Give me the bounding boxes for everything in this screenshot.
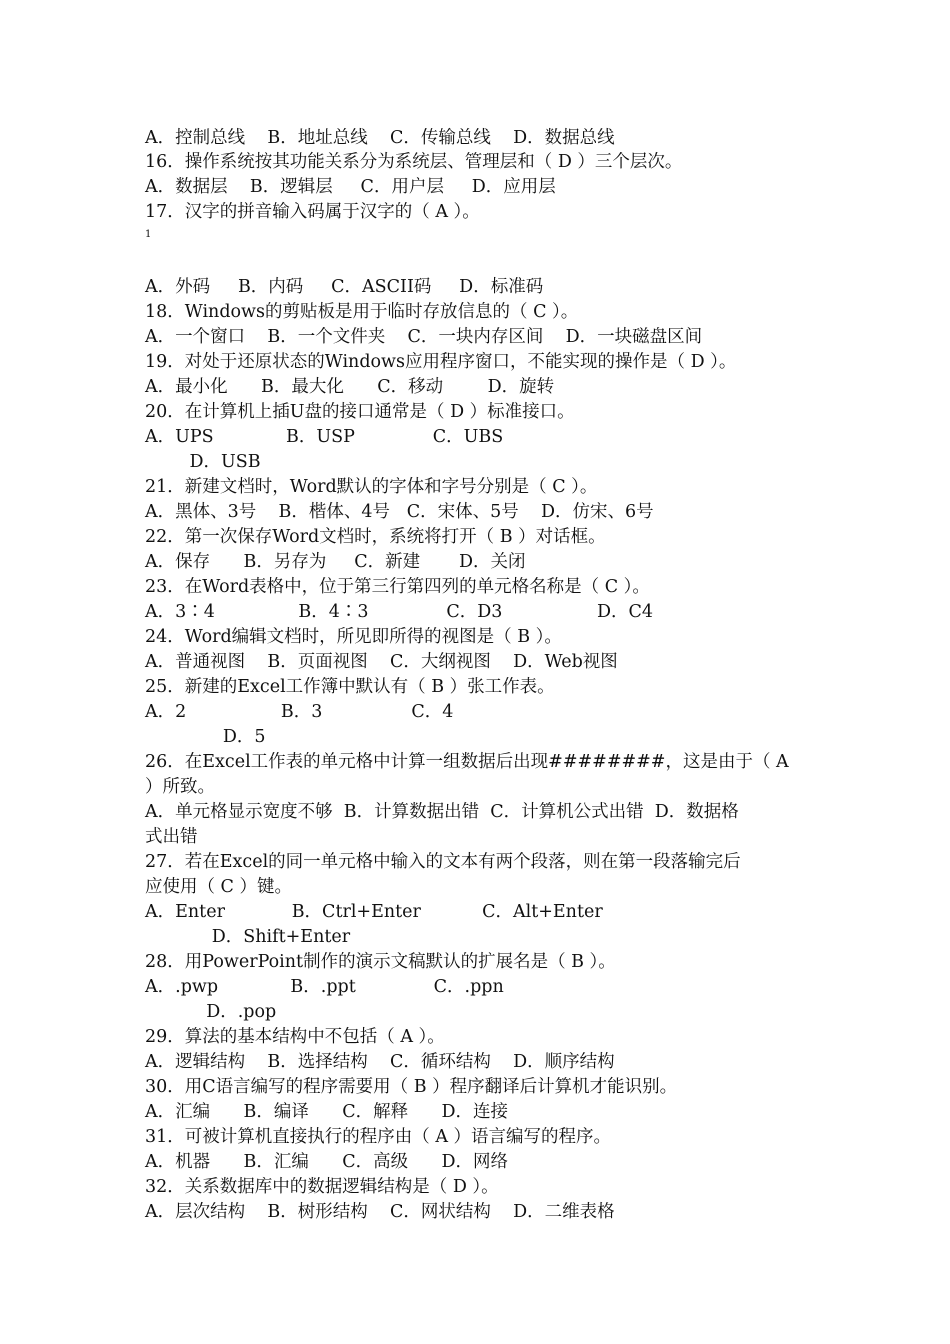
text-line: 19．对处于还原状态的Windows应用程序窗口，不能实现的操作是（ D ）。	[145, 352, 737, 372]
text-line: A．UPS B．USP C．UBS	[145, 427, 504, 447]
text-line: 29．算法的基本结构中不包括（ A ）。	[145, 1027, 445, 1047]
text-line: A．2 B．3 C．4	[145, 702, 454, 722]
text-line: 20．在计算机上插U盘的接口通常是（ D ）标准接口。	[145, 402, 575, 422]
text-line: 24．Word编辑文档时，所见即所得的视图是（ B ）。	[145, 627, 562, 647]
text-line: 28．用PowerPoint制作的演示文稿默认的扩展名是（ B ）。	[145, 952, 616, 972]
text-line: A．普通视图 B．页面视图 C．大纲视图 D．Web视图	[145, 652, 618, 672]
text-line: A．逻辑结构 B．选择结构 C．循环结构 D．顺序结构	[145, 1052, 615, 1072]
text-line: D．USB	[145, 452, 261, 472]
text-line: D．5	[145, 727, 266, 747]
text-line: 32．关系数据库中的数据逻辑结构是（ D ）。	[145, 1177, 499, 1197]
text-line: 式出错	[145, 827, 198, 847]
text-line: D．.pop	[145, 1002, 277, 1022]
text-line: A．层次结构 B．树形结构 C．网状结构 D．二维表格	[145, 1202, 615, 1222]
text-line: 27．若在Excel的同一单元格中输入的文本有两个段落，则在第一段落输完后	[145, 852, 741, 872]
text-line: 17．汉字的拼音输入码属于汉字的（ A ）。	[145, 202, 480, 222]
page-number: 1	[145, 229, 152, 240]
text-line: D．Shift+Enter	[145, 927, 351, 947]
text-line: A．保存 B．另存为 C．新建 D．关闭	[145, 552, 526, 572]
text-line: A．Enter B．Ctrl+Enter C．Alt+Enter	[145, 902, 603, 922]
text-line: A．外码 B．内码 C．ASCII码 D．标准码	[145, 277, 544, 297]
text-line: 23．在Word表格中，位于第三行第四列的单元格名称是（ C ）。	[145, 577, 650, 597]
text-line: A．.pwp B．.ppt C．.ppn	[145, 977, 504, 997]
text-line: 18．Windows的剪贴板是用于临时存放信息的（ C ）。	[145, 302, 579, 322]
text-line: A．汇编 B．编译 C．解释 D．连接	[145, 1102, 509, 1122]
text-line: 应使用（ C ）键。	[145, 877, 293, 897]
text-line: A．单元格显示宽度不够 B．计算数据出错 C．计算机公式出错 D．数据格	[145, 802, 739, 822]
text-line: A．最小化 B．最大化 C．移动 D．旋转	[145, 377, 555, 397]
text-line: ）所致。	[145, 777, 215, 797]
text-line: A．数据层 B．逻辑层 C．用户层 D．应用层	[145, 177, 556, 197]
text-line: A．3∶4 B．4∶3 C．D3 D．C4	[145, 602, 654, 622]
text-line: 26．在Excel工作表的单元格中计算一组数据后出现########，这是由于（ A	[145, 752, 789, 772]
text-line: 25．新建的Excel工作簿中默认有（ B ）张工作表。	[145, 677, 555, 697]
text-line: 31．可被计算机直接执行的程序由（ A ）语言编写的程序。	[145, 1127, 612, 1147]
text-line: A．一个窗口 B．一个文件夹 C．一块内存区间 D．一块磁盘区间	[145, 327, 703, 347]
text-line: 30．用C语言编写的程序需要用（ B ）程序翻译后计算机才能识别。	[145, 1077, 678, 1097]
text-line: A．黑体、3号 B．楷体、4号 C．宋体、5号 D．仿宋、6号	[145, 502, 654, 522]
text-line: A．控制总线 B．地址总线 C．传输总线 D．数据总线	[145, 128, 615, 148]
text-line: A．机器 B．汇编 C．高级 D．网络	[145, 1152, 509, 1172]
text-line: 21．新建文档时，Word默认的字体和字号分别是（ C ）。	[145, 477, 598, 497]
text-line: 16．操作系统按其功能关系分为系统层、管理层和（ D ）三个层次。	[145, 152, 683, 172]
text-line: 22．第一次保存Word文档时，系统将打开（ B ）对话框。	[145, 527, 606, 547]
